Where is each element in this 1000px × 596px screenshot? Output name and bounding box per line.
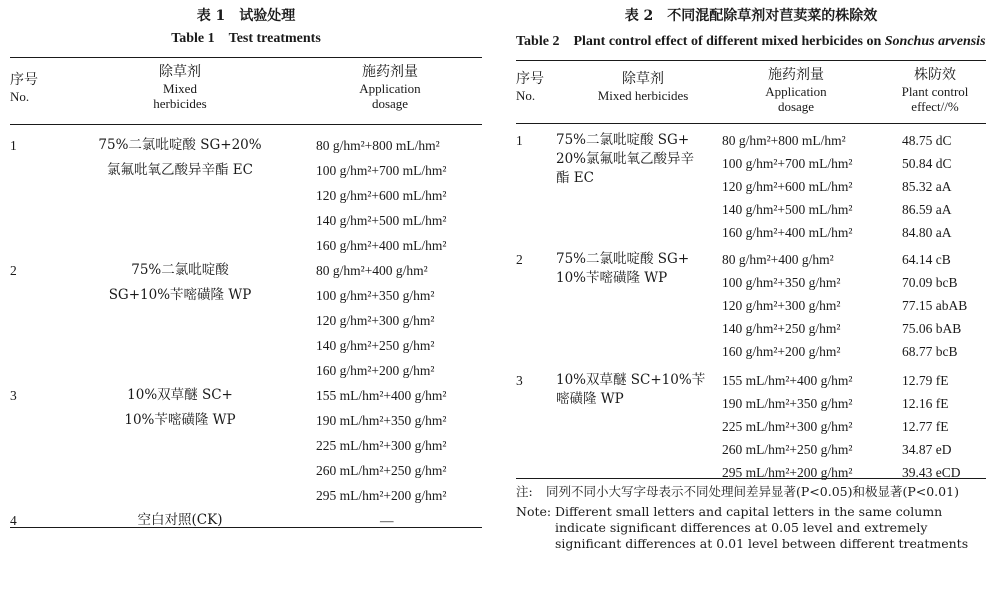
- t2-herbicide-line: 嘧磺隆 WP: [556, 391, 624, 407]
- t1-dose-cell: —: [380, 513, 394, 528]
- t1-herbicide-line: 10%双草醚 SC+: [127, 387, 233, 403]
- t2-dose-cell: 190 mL/hm²+350 g/hm²: [722, 396, 853, 411]
- t2-herbicide-line: 10%双草醚 SC+10%苄: [556, 372, 706, 388]
- table-2-title-zh: 表 2 不同混配除草剂对苣荬菜的株除效: [624, 8, 878, 24]
- t2-effect-cell: 12.77 fE: [902, 419, 949, 434]
- t2-row-num: 3: [516, 373, 523, 388]
- t2-row-num: 2: [516, 252, 523, 267]
- table-1: [10, 0, 482, 528]
- t1-herbicide-line: 75%二氯吡啶酸: [131, 262, 229, 278]
- t2-dose-cell: 120 g/hm²+300 g/hm²: [722, 298, 841, 313]
- t2-header-eff: 株防效 Plant control effect//%: [901, 67, 969, 114]
- t1-dose-cell: 295 mL/hm²+200 g/hm²: [316, 488, 447, 503]
- t2-effect-cell: 64.14 cB: [902, 252, 951, 267]
- t1-header-dose: 施药剂量 Application dosage: [359, 64, 421, 111]
- t2-dose-cell: 120 g/hm²+600 mL/hm²: [722, 179, 853, 194]
- t1-dose-cell: 160 g/hm²+400 mL/hm²: [316, 238, 447, 253]
- t1-row-num: 2: [10, 263, 17, 278]
- t1-dose-cell: 140 g/hm²+250 g/hm²: [316, 338, 435, 353]
- t1-header-herb: 除草剂 Mixed herbicides: [153, 64, 207, 111]
- t2-herbicide-line: 10%苄嘧磺隆 WP: [556, 270, 668, 286]
- t2-herbicide-line: 酯 EC: [556, 170, 594, 186]
- t1-dose-cell: 155 mL/hm²+400 g/hm²: [316, 388, 447, 403]
- table-2: [516, 0, 986, 552]
- t2-effect-cell: 77.15 abAB: [902, 298, 968, 313]
- t2-dose-cell: 140 g/hm²+500 mL/hm²: [722, 202, 853, 217]
- t1-row-num: 3: [10, 388, 17, 403]
- t1-herbicide-line: 空白对照(CK): [137, 512, 223, 528]
- table-1-title-en: Table 1 Test treatments: [171, 31, 321, 46]
- t2-dose-cell: 160 g/hm²+200 g/hm²: [722, 344, 841, 359]
- table-2-species: Sonchus arvensis: [884, 34, 986, 49]
- t2-dose-cell: 100 g/hm²+350 g/hm²: [722, 275, 841, 290]
- t1-dose-cell: 260 mL/hm²+250 g/hm²: [316, 463, 447, 478]
- t2-dose-cell: 80 g/hm²+800 mL/hm²: [722, 133, 846, 148]
- t2-dose-cell: 155 mL/hm²+400 g/hm²: [722, 373, 853, 388]
- t1-herbicide-line: SG+10%苄嘧磺隆 WP: [108, 287, 252, 303]
- t1-dose-cell: 100 g/hm²+700 mL/hm²: [316, 163, 447, 178]
- table-2-note-en: Note: Different small letters and capital letters in the same column indicate significant differences at 0.05 level and extremely significant differences at 0.01 level between different treatments: [516, 504, 969, 551]
- t1-dose-cell: 160 g/hm²+200 g/hm²: [316, 363, 435, 378]
- t1-herbicide-line: 氯氟吡氧乙酸异辛酯 EC: [107, 162, 253, 178]
- t2-effect-cell: 70.09 bcB: [902, 275, 958, 290]
- t2-row-num: 1: [516, 133, 523, 148]
- table-1-header: [10, 58, 482, 124]
- t1-dose-cell: 140 g/hm²+500 mL/hm²: [316, 213, 447, 228]
- t2-effect-cell: 39.43 eCD: [902, 465, 961, 480]
- t2-effect-cell: 85.32 aA: [902, 179, 952, 194]
- table-1-body: [10, 125, 482, 527]
- table-2-title-en: Table 2 Plant control effect of different mixed herbicides on Sonchus arvensis: [516, 34, 986, 49]
- t1-row-num: 1: [10, 138, 17, 153]
- t1-row-num: 4: [10, 513, 17, 528]
- t2-header-dose: 施药剂量 Application dosage: [765, 67, 827, 114]
- table-1-title-zh: 表 1 试验处理: [196, 8, 296, 24]
- t2-effect-cell: 75.06 bAB: [902, 321, 962, 336]
- t2-effect-cell: 68.77 bcB: [902, 344, 958, 359]
- t2-effect-cell: 12.79 fE: [902, 373, 949, 388]
- t1-dose-cell: 80 g/hm²+400 g/hm²: [316, 263, 428, 278]
- t2-effect-cell: 34.87 eD: [902, 442, 952, 457]
- t2-herbicide-line: 75%二氯吡啶酸 SG+: [556, 251, 690, 267]
- t2-header-herb: 除草剂 Mixed herbicides: [597, 71, 689, 103]
- t1-header-num: 序号 No.: [10, 72, 38, 104]
- t1-herbicide-line: 75%二氯吡啶酸 SG+20%: [98, 137, 262, 153]
- t2-dose-cell: 80 g/hm²+400 g/hm²: [722, 252, 834, 267]
- t2-effect-cell: 86.59 aA: [902, 202, 952, 217]
- t1-dose-cell: 225 mL/hm²+300 g/hm²: [316, 438, 447, 453]
- table-2-header: [516, 61, 986, 123]
- t1-dose-cell: 190 mL/hm²+350 g/hm²: [316, 413, 447, 428]
- t2-dose-cell: 260 mL/hm²+250 g/hm²: [722, 442, 853, 457]
- t2-dose-cell: 295 mL/hm²+200 g/hm²: [722, 465, 853, 480]
- t2-header-num: 序号 No.: [516, 71, 544, 103]
- table-2-body: [516, 124, 986, 478]
- table-2-note-zh: 注: 同列不同小大写字母表示不同处理间差异显著(P<0.05)和极显著(P<0.01): [516, 484, 959, 499]
- t2-effect-cell: 12.16 fE: [902, 396, 949, 411]
- t1-herbicide-line: 10%苄嘧磺隆 WP: [124, 412, 236, 428]
- t2-dose-cell: 160 g/hm²+400 mL/hm²: [722, 225, 853, 240]
- t2-dose-cell: 225 mL/hm²+300 g/hm²: [722, 419, 853, 434]
- t2-effect-cell: 50.84 dC: [902, 156, 952, 171]
- t2-dose-cell: 100 g/hm²+700 mL/hm²: [722, 156, 853, 171]
- t1-dose-cell: 120 g/hm²+600 mL/hm²: [316, 188, 447, 203]
- t1-dose-cell: 80 g/hm²+800 mL/hm²: [316, 138, 440, 153]
- t2-effect-cell: 48.75 dC: [902, 133, 952, 148]
- t2-dose-cell: 140 g/hm²+250 g/hm²: [722, 321, 841, 336]
- t2-effect-cell: 84.80 aA: [902, 225, 952, 240]
- t1-dose-cell: 100 g/hm²+350 g/hm²: [316, 288, 435, 303]
- t2-herbicide-line: 75%二氯吡啶酸 SG+: [556, 132, 690, 148]
- t1-dose-cell: 120 g/hm²+300 g/hm²: [316, 313, 435, 328]
- t2-herbicide-line: 20%氯氟吡氧乙酸异辛: [556, 151, 695, 167]
